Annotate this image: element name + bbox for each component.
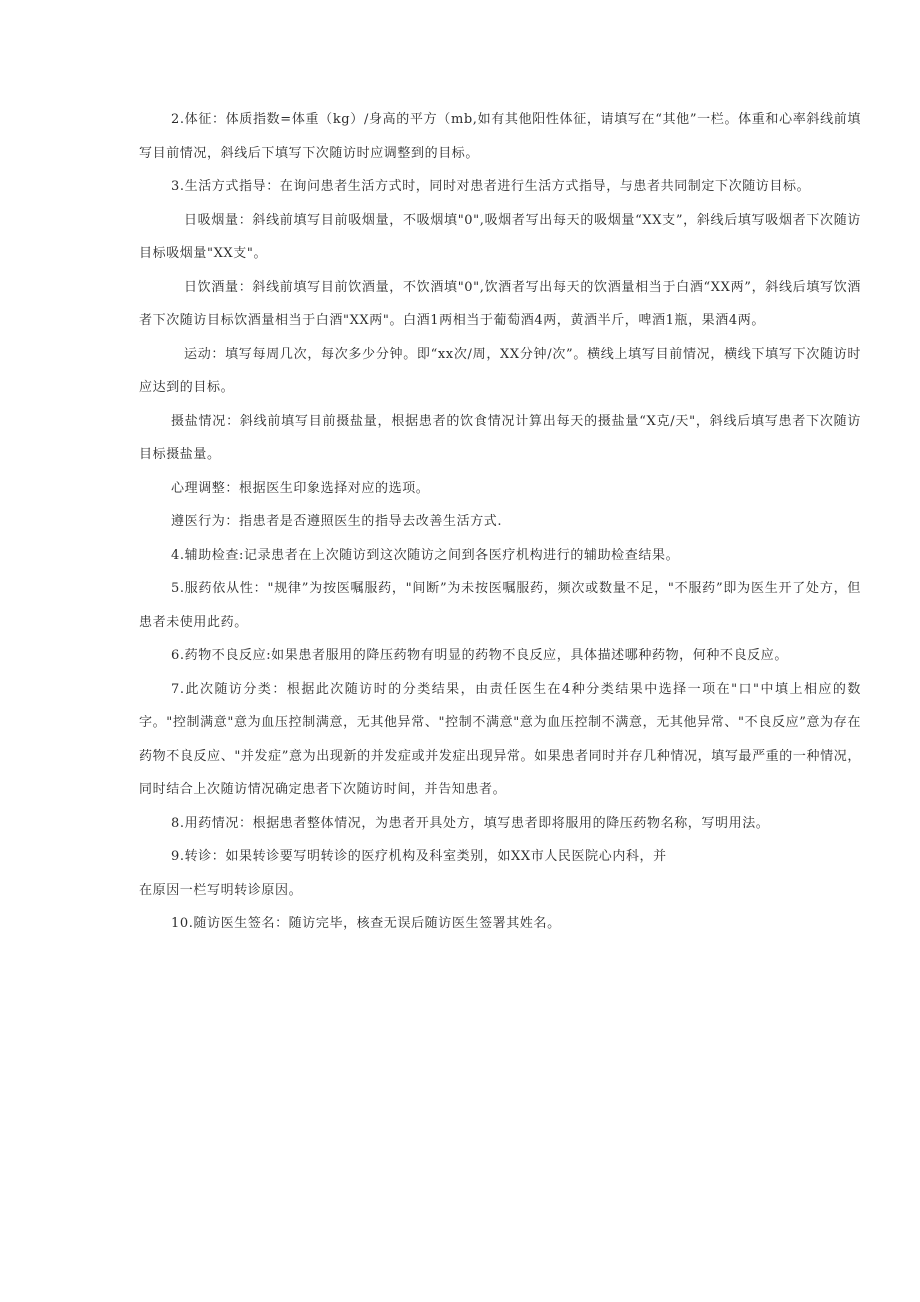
paragraph-medication-adherence: 5.服药依从性："规律”为按医嘱服药，"间断”为未按医嘱服药，频次或数量不足，"不服药”即为医生开了处方，但患者未使用此药。 <box>139 581 861 630</box>
paragraph-lifestyle-guidance: 3.生活方式指导：在询问患者生活方式时，同时对患者进行生活方式指导，与患者共同制定下次随访目标。 <box>171 179 811 194</box>
paragraph-salt-intake: 摄盐情况：斜线前填写目前摄盐量，根据患者的饮食情况计算出每天的摄盐量“X克/天"，斜线后填写患者下次随访目标摄盐量。 <box>139 413 861 462</box>
paragraph-visit-classification: 7.此次随访分类：根据此次随访时的分类结果，由责任医生在4种分类结果中选择一项在"口"中填上相应的数字。"控制满意"意为血压控制满意，无其他异常、"控制不满意"意为血压控制不满意，无其他异常、"不良反应”意为存在药物不良反应、"并发症”意为出现新的并发症或并发症出现异常。如果患者同时并存几种情况，填写最严重的一种情况，同时结合上次随访情况确定患者下次随访时间，并告知患者。 <box>139 681 861 797</box>
paragraph-daily-smoking: 日吸烟量：斜线前填写目前吸烟量，不吸烟填"0",吸烟者写出每天的吸烟量“XX支”，斜线后填写吸烟者下次随访目标吸烟量"XX支"。 <box>139 212 861 261</box>
document-body <box>139 103 861 941</box>
paragraph-medication-use: 8.用药情况：根据患者整体情况，为患者开具处方，填写患者即将服用的降压药物名称，写明用法。 <box>171 815 770 831</box>
paragraph-psychological-adjustment: 心理调整：根据医生印象选择对应的选项。 <box>171 480 430 496</box>
paragraph-exercise: 运动：填写每周几次，每次多少分钟。即“xx次/周，XX分钟/次”。横线上填写目前情况，横线下填写下次随访时应达到的目标。 <box>139 346 861 395</box>
paragraph-vital-signs: 2.体征：体质指数=体重（kg）/身高的平方（mb,如有其他阳性体征，请填写在“其他”一栏。体重和心率斜线前填写目前情况，斜线后下填写下次随访时应调整到的目标。 <box>139 112 861 161</box>
paragraph-referral-reason: 在原因一栏写明转诊原因。 <box>139 882 303 898</box>
paragraph-compliance-behavior: 遵医行为：指患者是否遵照医生的指导去改善生活方式. <box>171 514 503 529</box>
paragraph-auxiliary-exam: 4.辅助检查:记录患者在上次随访到这次随访之间到各医疗机构进行的辅助检查结果。 <box>171 547 680 563</box>
paragraph-adverse-reactions: 6.药物不良反应:如果患者服用的降压药物有明显的药物不良反应，具体描述哪种药物，何种不良反应。 <box>171 648 788 663</box>
paragraph-daily-drinking: 日饮酒量：斜线前填写目前饮酒量，不饮酒填"0",饮酒者写出每天的饮酒量相当于白酒“XX两”，斜线后填写饮酒者下次随访目标饮酒量相当于白酒"XX两"。白酒1两相当于葡萄酒4两，黄酒半斤，啤酒1瓶，果酒4两。 <box>139 279 861 328</box>
paragraph-doctor-signature: 10.随访医生签名：随访完毕，核查无误后随访医生签署其姓名。 <box>171 916 561 931</box>
paragraph-referral: 9.转诊：如果转诊要写明转诊的医疗机构及科室类别，如XX市人民医院心内科，并 <box>171 849 667 864</box>
